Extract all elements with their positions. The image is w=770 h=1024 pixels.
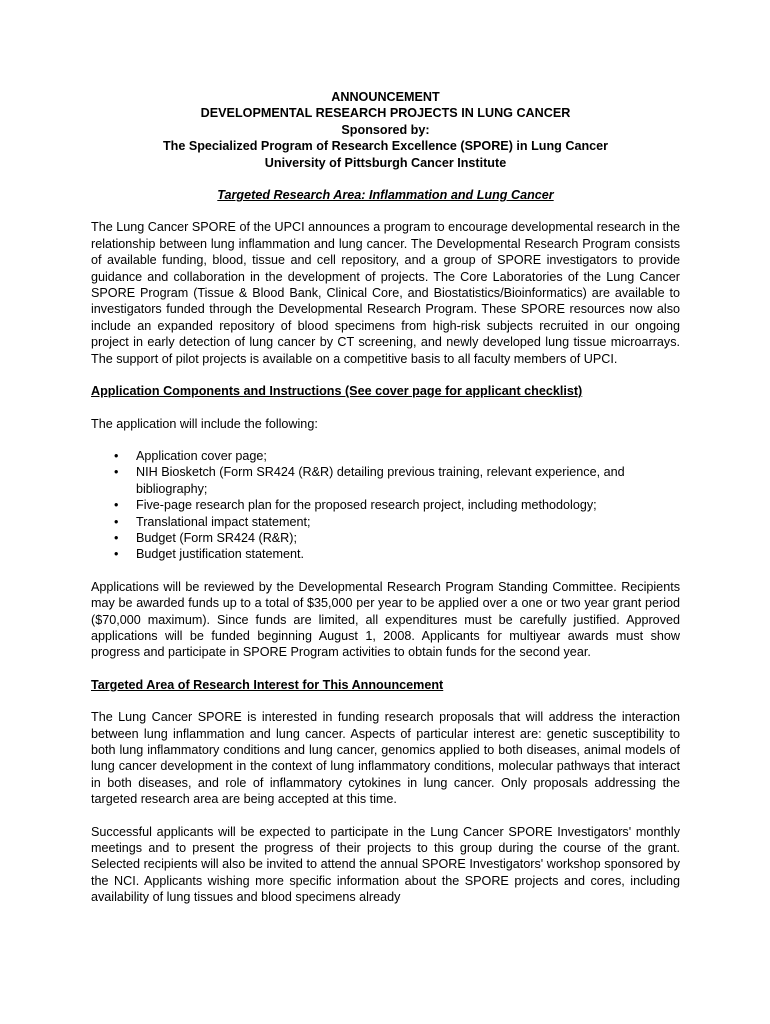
announcement-header <box>91 89 680 171</box>
document-page <box>91 89 680 906</box>
closing-paragraph: Successful applicants will be expected to participate in the Lung Cancer SPORE Investigators' monthly meetings and to present the progress of their projects to this group during the course of the grant. Selected recipients will also be invited to attend the annual SPORE Investigators' workshop sponsored by the NCI. Applicants wishing more specific information about the SPORE projects and cores, including availability of lung tissues and blood specimens already <box>91 824 680 905</box>
bullet-icon: • <box>114 498 119 513</box>
targeted-area-heading: Targeted Area of Research Interest for This Announcement <box>91 677 444 692</box>
bullet-icon: • <box>114 547 119 562</box>
header-sponsor-name: The Specialized Program of Research Excellence (SPORE) in Lung Cancer <box>162 139 609 154</box>
header-sponsored-by: Sponsored by: <box>341 122 430 137</box>
list-item-text: Budget justification statement. <box>136 547 305 562</box>
list-item <box>91 448 680 464</box>
bullet-icon: • <box>114 514 119 529</box>
header-program-title: DEVELOPMENTAL RESEARCH PROJECTS IN LUNG CANCER <box>200 106 571 121</box>
list-item <box>91 530 680 546</box>
intro-paragraph: The Lung Cancer SPORE of the UPCI announces a program to encourage developmental research in the relationship between lung inflammation and lung cancer. The Developmental Research Program consists of available funding, blood, tissue and cell repository, and a group of SPORE investigators to provide guidance and collaboration in the development of projects. The Core Laboratories of the Lung Cancer SPORE Program (Tissue & Blood Bank, Clinical Core, and Biostatistics/Bioinformatics) are available to investigators funded through the Developmental Research Program. These SPORE resources now also include an expanded repository of blood specimens from high-risk subjects recruited in our ongoing project in early detection of lung cancer by CT screening, and newly developed lung tissue microarrays. The support of pilot projects is available on a competitive basis to all faculty members of UPCI. <box>91 220 680 366</box>
targeted-research-area-subtitle: Targeted Research Area: Inflammation and Lung Cancer <box>217 188 554 203</box>
targeted-area-paragraph: The Lung Cancer SPORE is interested in funding research proposals that will address the interaction between lung inflammation and lung cancer. Aspects of particular interest are: genetic susceptibility to both lung inflammatory conditions and lung cancer, genomics applied to both diseases, animal models of lung cancer development in the context of lung inflammatory conditions, molecular pathways that interact in both diseases, and role of inflammatory cytokines in lung cancer. Only proposals addressing the targeted research area are being accepted at this time. <box>91 710 680 807</box>
application-items-list <box>91 448 680 563</box>
list-item-text: Five-page research plan for the proposed research project, including methodology; <box>136 498 597 513</box>
list-item <box>91 514 680 530</box>
list-item-text: NIH Biosketch (Form SR424 (R&R) detailing previous training, relevant experience, and bibliography; <box>136 465 625 496</box>
list-item-text: Translational impact statement; <box>136 514 311 529</box>
review-paragraph: Applications will be reviewed by the Developmental Research Program Standing Committee. Recipients may be awarded funds up to a total of $35,000 per year to be applied over a one or two year grant period ($70,000 maximum). Since funds are limited, all expenditures must be carefully justified. Approved applications will be funded beginning August 1, 2008. Applicants for multiyear awards must show progress and participate in SPORE Program activities to obtain funds for the second year. <box>91 579 680 660</box>
list-item <box>91 497 680 513</box>
bullet-icon: • <box>114 465 119 480</box>
list-item <box>91 464 680 497</box>
header-institution: University of Pittsburgh Cancer Institute <box>264 155 507 170</box>
header-title: ANNOUNCEMENT <box>331 90 440 104</box>
list-item-text: Budget (Form SR424 (R&R); <box>136 530 297 545</box>
list-item-text: Application cover page; <box>136 448 267 463</box>
bullet-icon: • <box>114 448 119 463</box>
application-intro: The application will include the following: <box>91 416 318 431</box>
list-item <box>91 546 680 562</box>
bullet-icon: • <box>114 530 119 545</box>
application-components-heading: Application Components and Instructions (See cover page for applicant checklist) <box>91 384 583 399</box>
